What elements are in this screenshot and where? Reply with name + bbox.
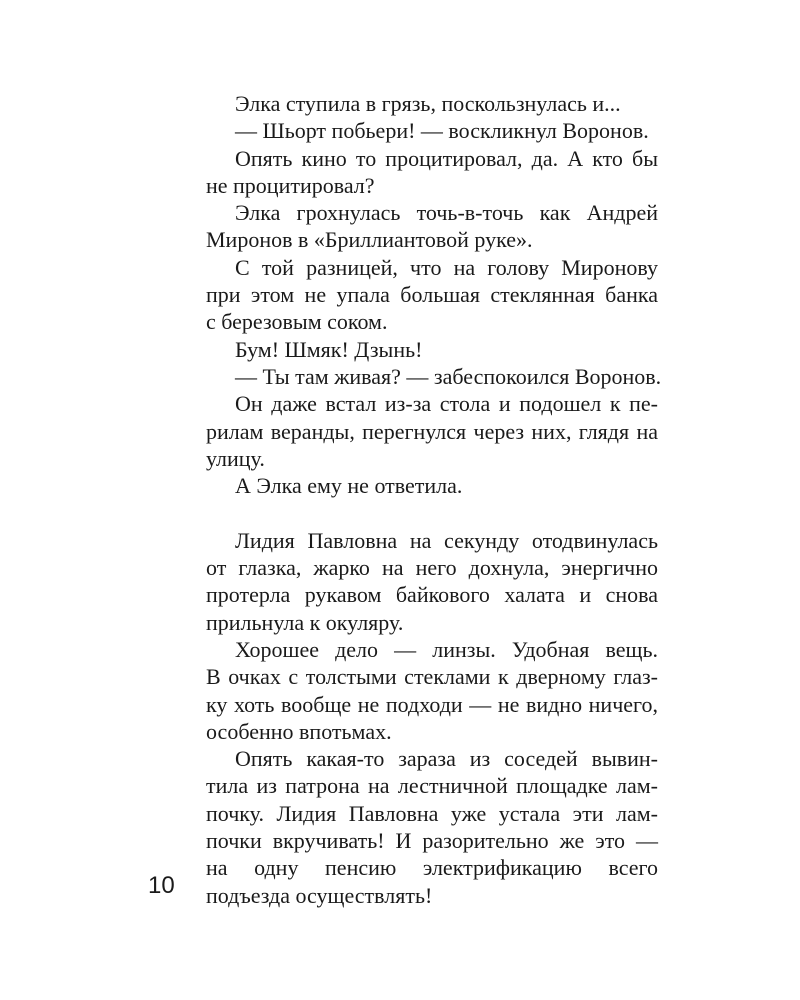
text-line: прильнула к окуляру.	[206, 609, 404, 635]
text-line: В очках с толстыми стеклами к дверному глаз-	[206, 664, 658, 690]
paragraph	[206, 390, 658, 472]
text-column	[206, 90, 662, 909]
paragraph	[206, 363, 662, 390]
text-line: — Шьорт побьери! — воскликнул Воронов.	[235, 118, 649, 144]
text-line: Бум! Шмяк! Дзынь!	[235, 336, 423, 362]
text-line: Элка ступила в грязь, поскользнулась и...	[235, 91, 621, 116]
text-line: — Ты там живая? — забеспокоился Воронов.	[235, 363, 662, 389]
text-line: Он даже встал из-за стола и подошел к пе-	[235, 391, 658, 417]
paragraph	[206, 636, 658, 745]
text-line: Опять кино то процитировал, да. А кто бы	[235, 145, 658, 171]
paragraph	[206, 199, 658, 254]
paragraph	[206, 117, 658, 144]
text-line: особенно впотьмах.	[206, 718, 392, 744]
text-line: с березовым соком.	[206, 309, 388, 335]
text-line: почки вкручивать! И разорительно же это —	[206, 828, 658, 854]
text-line: не процитировал?	[206, 172, 375, 198]
paragraph	[206, 527, 658, 636]
text-line: А Элка ему не ответила.	[235, 473, 463, 499]
text-line: от глазка, жарко на него дохнула, энергично	[206, 555, 658, 581]
text-line: ку хоть вообще не подходи — не видно ничего,	[206, 691, 658, 717]
text-line: Хорошее дело — линзы. Удобная вещь.	[235, 636, 658, 662]
paragraph	[206, 90, 658, 117]
text-line: рилам веранды, перегнулся через них, глядя на	[206, 418, 658, 444]
paragraph	[206, 254, 658, 336]
text-line: Опять какая-то зараза из соседей вывин-	[235, 746, 658, 772]
text-line: Лидия Павловна на секунду отодвинулась	[235, 527, 658, 553]
page-number: 10	[148, 872, 175, 899]
paragraph	[206, 145, 658, 200]
text-line: почку. Лидия Павловна уже устала эти лам-	[206, 800, 658, 826]
text-line: Миронов в «Бриллиантовой руке».	[206, 227, 533, 253]
text-line: протерла рукавом байкового халата и снова	[206, 582, 658, 608]
text-line: тила из патрона на лестничной площадке лам-	[206, 773, 658, 799]
text-line: улицу.	[206, 445, 265, 471]
text-line: подъезда осуществлять!	[206, 882, 433, 908]
text-line: на одну пенсию электрификацию всего	[206, 855, 658, 881]
text-line: Элка грохнулась точь-в-точь как Андрей	[235, 200, 658, 226]
paragraph	[206, 336, 658, 363]
paragraph	[206, 472, 658, 499]
text-line: С той разницей, что на голову Миронову	[235, 254, 658, 280]
paragraph	[206, 745, 658, 909]
text-line: при этом не упала большая стеклянная банка	[206, 282, 658, 308]
